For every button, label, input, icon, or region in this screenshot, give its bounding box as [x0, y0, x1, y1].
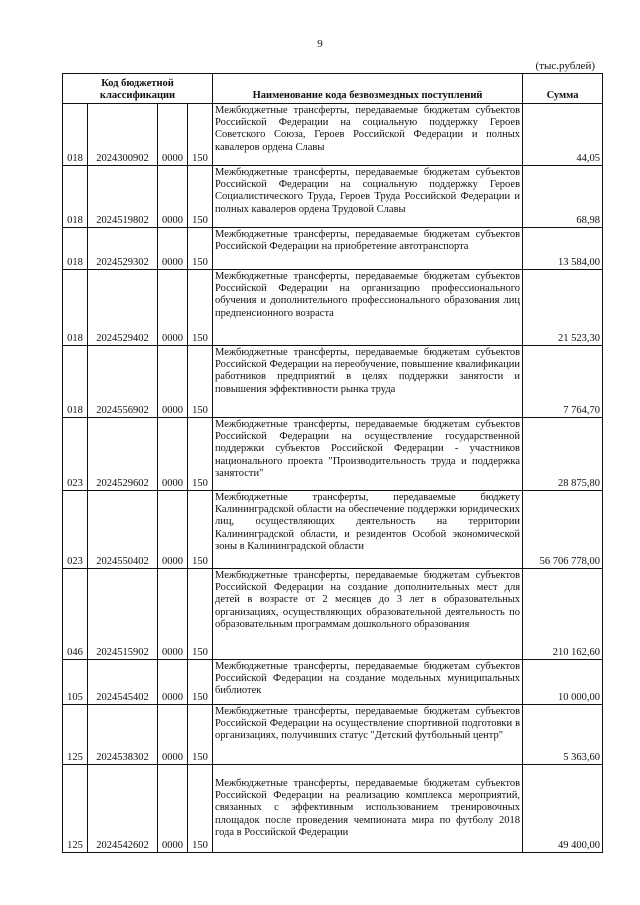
program-code: 0000 — [158, 418, 188, 491]
type-code: 150 — [188, 765, 213, 853]
budget-code: 2024545402 — [88, 660, 158, 705]
amount: 49 400,00 — [523, 765, 603, 853]
type-code: 150 — [188, 705, 213, 765]
table-row — [63, 104, 603, 166]
budget-code: 2024529302 — [88, 228, 158, 270]
program-code: 0000 — [158, 346, 188, 418]
header-code: Код бюджетной классификации — [63, 74, 213, 104]
program-code: 0000 — [158, 166, 188, 228]
admin-code: 018 — [63, 270, 88, 346]
income-name: Межбюджетные трансферты, передаваемые бюджетам субъектов Российской Федерации на организацию профессионального обучения и дополнительного профессионального образования лиц предпенсионного возраста — [213, 270, 523, 346]
admin-code: 023 — [63, 491, 88, 569]
table-row — [63, 705, 603, 765]
amount: 44,05 — [523, 104, 603, 166]
income-name: Межбюджетные трансферты, передаваемые бюджетам субъектов Российской Федерации на создание дополнительных мест для детей в возрасте от 2 месяцев до 3 лет в образовательных организациях, осуществляющих образовательной деятельность по образовательным программам дошкольного образования — [213, 569, 523, 660]
income-name: Межбюджетные трансферты, передаваемые бюджету Калининградской области на обеспечение поддержки юридических лиц, осуществляющих деятельность на территории Калининградской области, и резидентов Особой экономической зоны в Калининградской области — [213, 491, 523, 569]
admin-code: 018 — [63, 346, 88, 418]
income-name: Межбюджетные трансферты, передаваемые бюджетам субъектов Российской Федерации на осуществление государственной поддержки субъектов Российской Федерации - участников национального проекта "Производительность труда и поддержка занятости" — [213, 418, 523, 491]
program-code: 0000 — [158, 705, 188, 765]
type-code: 150 — [188, 491, 213, 569]
income-name: Межбюджетные трансферты, передаваемые бюджетам субъектов Российской Федерации на создание модельных муниципальных библиотек — [213, 660, 523, 705]
admin-code: 125 — [63, 765, 88, 853]
table-row — [63, 765, 603, 853]
header-name: Наименование кода безвозмездных поступлений — [213, 74, 523, 104]
income-name: Межбюджетные трансферты, передаваемые бюджетам субъектов Российской Федерации на приобретение автотранспорта — [213, 228, 523, 270]
type-code: 150 — [188, 418, 213, 491]
amount: 7 764,70 — [523, 346, 603, 418]
amount: 56 706 778,00 — [523, 491, 603, 569]
program-code: 0000 — [158, 569, 188, 660]
table-row — [63, 166, 603, 228]
budget-code: 2024515902 — [88, 569, 158, 660]
budget-table — [62, 73, 603, 853]
type-code: 150 — [188, 228, 213, 270]
amount: 10 000,00 — [523, 660, 603, 705]
table-row — [63, 569, 603, 660]
amount: 21 523,30 — [523, 270, 603, 346]
type-code: 150 — [188, 104, 213, 166]
budget-code: 2024529602 — [88, 418, 158, 491]
table-row — [63, 491, 603, 569]
income-name: Межбюджетные трансферты, передаваемые бюджетам субъектов Российской Федерации на осуществление спортивной подготовки в организациях, получивших статус "Детский футбольный центр" — [213, 705, 523, 765]
type-code: 150 — [188, 166, 213, 228]
amount: 5 363,60 — [523, 705, 603, 765]
budget-code: 2024529402 — [88, 270, 158, 346]
income-name: Межбюджетные трансферты, передаваемые бюджетам субъектов Российской Федерации на реализацию комплекса мероприятий, связанных с эффективным использованием тренировочных площадок после проведения чемпионата мира по футболу 2018 года в Российской Федерации — [213, 765, 523, 853]
income-name: Межбюджетные трансферты, передаваемые бюджетам субъектов Российской Федерации на социальную поддержку Героев Советского Союза, Героев Российской Федерации и полных кавалеров ордена Славы — [213, 104, 523, 166]
amount: 13 584,00 — [523, 228, 603, 270]
budget-code: 2024538302 — [88, 705, 158, 765]
program-code: 0000 — [158, 228, 188, 270]
admin-code: 023 — [63, 418, 88, 491]
table-row — [63, 270, 603, 346]
admin-code: 018 — [63, 104, 88, 166]
budget-code: 2024542602 — [88, 765, 158, 853]
program-code: 0000 — [158, 491, 188, 569]
program-code: 0000 — [158, 765, 188, 853]
budget-code: 2024519802 — [88, 166, 158, 228]
type-code: 150 — [188, 346, 213, 418]
table-row — [63, 346, 603, 418]
program-code: 0000 — [158, 660, 188, 705]
admin-code: 125 — [63, 705, 88, 765]
amount: 210 162,60 — [523, 569, 603, 660]
units-label: (тыс.рублей) — [535, 60, 595, 72]
amount: 28 875,80 — [523, 418, 603, 491]
type-code: 150 — [188, 569, 213, 660]
table-row — [63, 660, 603, 705]
admin-code: 105 — [63, 660, 88, 705]
header-row — [63, 74, 603, 104]
type-code: 150 — [188, 270, 213, 346]
header-sum: Сумма — [523, 74, 603, 104]
amount: 68,98 — [523, 166, 603, 228]
type-code: 150 — [188, 660, 213, 705]
admin-code: 018 — [63, 228, 88, 270]
income-name: Межбюджетные трансферты, передаваемые бюджетам субъектов Российской Федерации на социальную поддержку Героев Социалистического Труда, Героев Труда Российской Федерации и полных кавалеров ордена Трудовой Славы — [213, 166, 523, 228]
page-number: 9 — [317, 38, 323, 50]
table-row — [63, 418, 603, 491]
budget-code: 2024556902 — [88, 346, 158, 418]
table-row — [63, 228, 603, 270]
admin-code: 018 — [63, 166, 88, 228]
income-name: Межбюджетные трансферты, передаваемые бюджетам субъектов Российской Федерации на переобучение, повышение квалификации работников предприятий в целях поддержки занятости и повышения эффективности рынка труда — [213, 346, 523, 418]
budget-code: 2024300902 — [88, 104, 158, 166]
program-code: 0000 — [158, 104, 188, 166]
program-code: 0000 — [158, 270, 188, 346]
budget-code: 2024550402 — [88, 491, 158, 569]
admin-code: 046 — [63, 569, 88, 660]
